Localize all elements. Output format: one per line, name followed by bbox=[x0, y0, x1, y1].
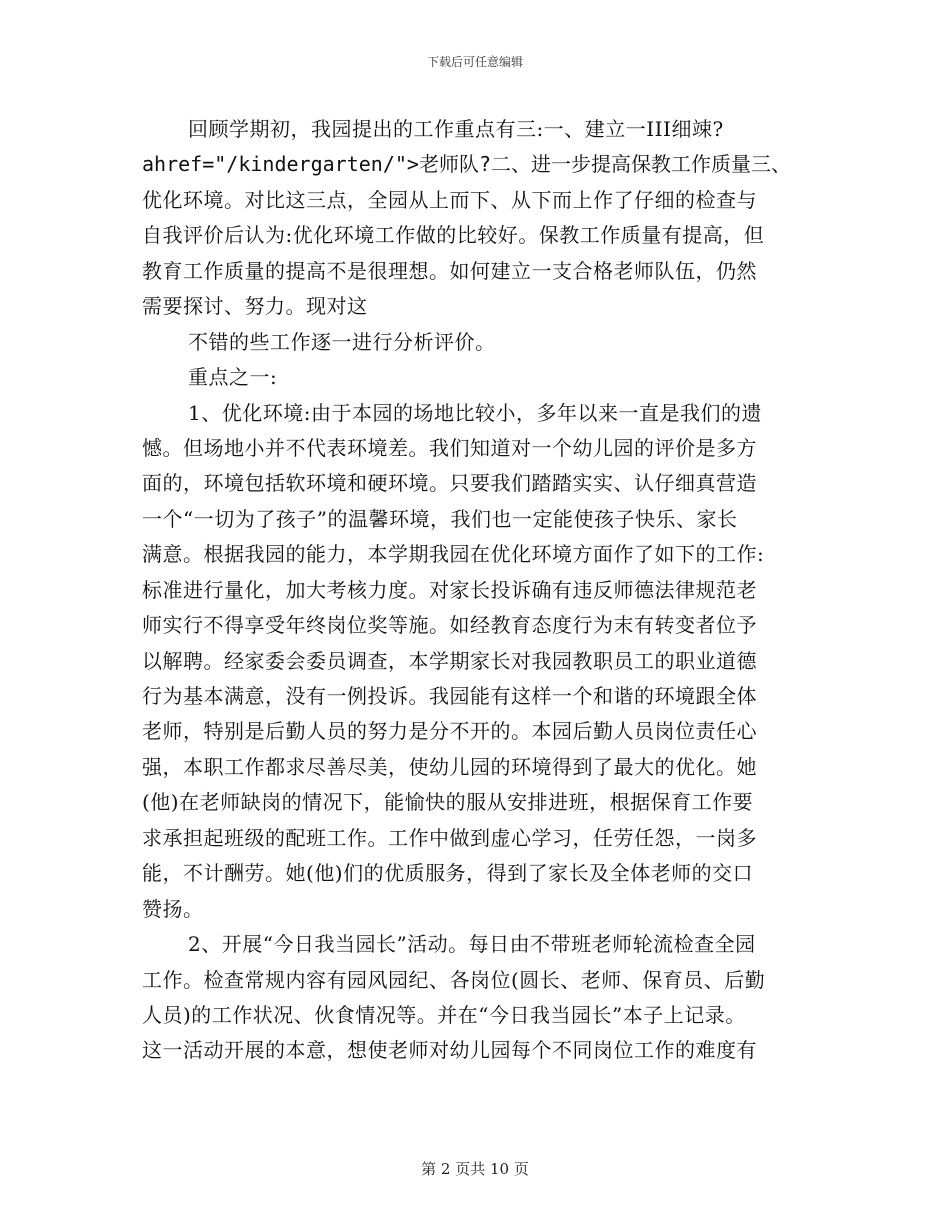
page-footer: 第 2 页共 10 页 bbox=[421, 1160, 529, 1178]
text-line: 自我评价后认为:优化环境工作做的比较好。保教工作质量有提高，但 bbox=[142, 223, 765, 248]
paragraph-2 bbox=[142, 325, 810, 360]
text-line: 行为基本满意，没有一例投诉。我园能有这样一个和谐的环境跟全体 bbox=[142, 684, 757, 708]
text-line: 人员)的工作状况、伙食情况等。并在“今日我当园长”本子上记录。 bbox=[142, 1002, 746, 1027]
text-line: 赞扬。 bbox=[142, 896, 204, 921]
text-line: (他)在老师缺岗的情况下，能愉快的服从安排进班，根据保育工作要 bbox=[142, 790, 754, 815]
document-body bbox=[142, 112, 810, 1069]
text-line: 满意。根据我园的能力，本学期我园在优化环境方面作了如下的工作: bbox=[142, 542, 765, 567]
text-line: 优化环境。对比这三点，全园从上而下、从下而上作了仔细的检查与 bbox=[142, 187, 757, 212]
text-line: 憾。但场地小并不代表环境差。我们知道对一个幼儿园的评价是多方 bbox=[142, 435, 757, 460]
text-line: 师实行不得享受年终岗位奖等施。如经教育态度行为末有转变者位予 bbox=[142, 613, 757, 638]
text-line: 以解聘。经家委会委员调查，本学期家长对我园教职员工的职业道德 bbox=[142, 648, 757, 673]
text-line: 回顾学期初，我园提出的工作重点有三:一、建立一III细竦? bbox=[188, 117, 724, 141]
heading-text: 重点之一: bbox=[188, 365, 278, 390]
text-line: 求承担起班级的配班工作。工作中做到虚心学习，任劳任怨，一岗多 bbox=[142, 825, 757, 850]
text-line: 标准进行量化，加大考核力度。对家长投诉确有违反师德法律规范老 bbox=[142, 577, 757, 602]
page-header: 下载后可任意编辑 bbox=[426, 55, 523, 69]
text-line: 需要探讨、努力。现对这 bbox=[142, 294, 368, 319]
text-line: 教育工作质量的提高不是很理想。如何建立一支合格老师队伍，仍然 bbox=[142, 258, 757, 283]
paragraph-4 bbox=[142, 927, 810, 1069]
text-line: 老师，特别是后勤人员的努力是分不开的。本园后勤人员岗位责任心 bbox=[142, 719, 757, 744]
text-line: 这一活动开展的本意，想使老师对幼儿园每个不同岗位工作的难度有 bbox=[142, 1038, 757, 1063]
text-line: ahref="/kindergarten/">老师队?二、进一步提高保教工作质量三、 bbox=[142, 152, 791, 177]
text-line: 能，不计酬劳。她(他)们的优质服务，得到了家长及全体老师的交口 bbox=[142, 861, 754, 886]
text-line: 强，本职工作都求尽善尽美，使幼儿园的环境得到了最大的优化。她 bbox=[142, 754, 757, 779]
text-line: 2、开展“今日我当园长”活动。每日由不带班老师轮流检查全园 bbox=[188, 932, 756, 957]
text-line: 工作。检查常规内容有园风园纪、各岗位(圆长、老师、保育员、后勤 bbox=[142, 967, 766, 992]
paragraph-1 bbox=[142, 112, 810, 325]
section-heading bbox=[142, 360, 810, 395]
text-line: 一个“一切为了孩子”的温馨环境，我们也一定能使孩子快乐、家长 bbox=[142, 506, 738, 531]
text-line: 不错的些工作逐一进行分析评价。 bbox=[188, 329, 496, 354]
text-line: 面的，环境包括软环境和硬环境。只要我们踏踏实实、认仔细真营造 bbox=[142, 471, 757, 496]
paragraph-3 bbox=[142, 396, 810, 928]
text-line: 1、优化环境:由于本园的场地比较小，多年以来一直是我们的遗 bbox=[188, 400, 762, 425]
